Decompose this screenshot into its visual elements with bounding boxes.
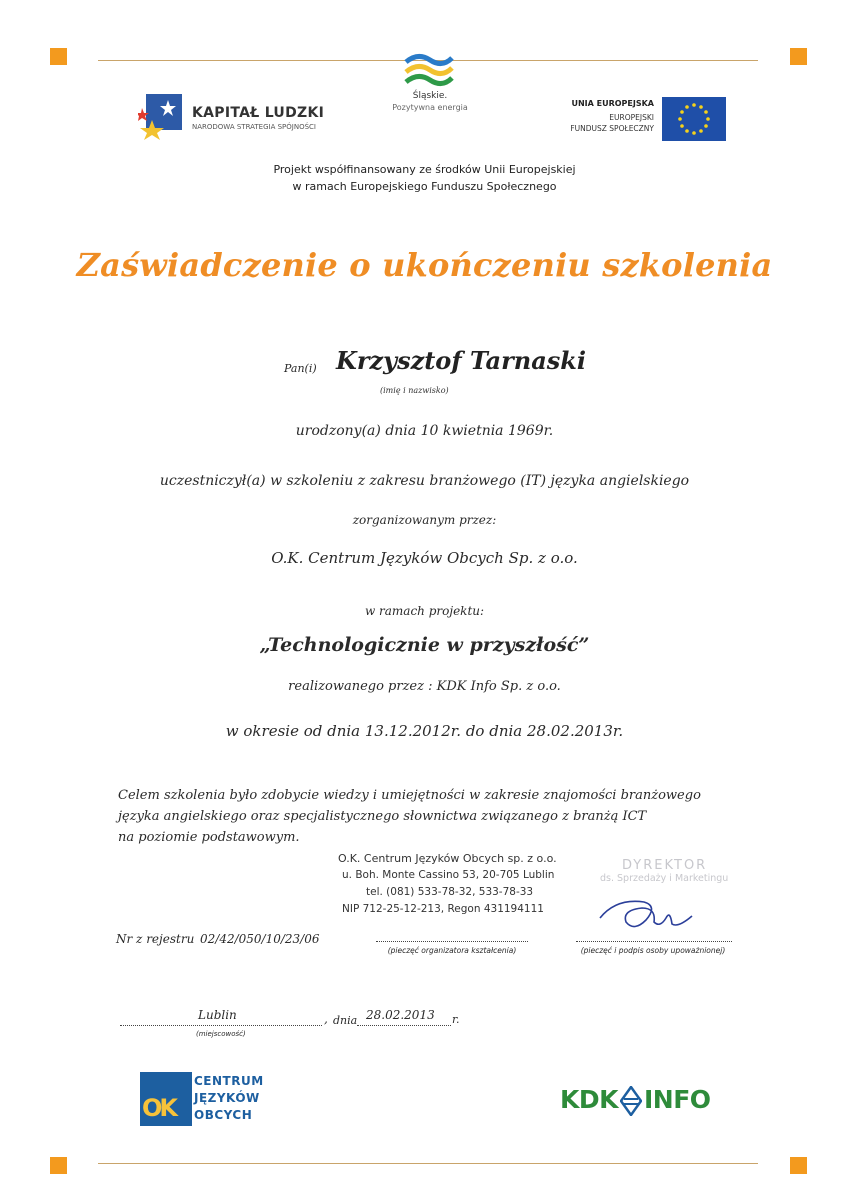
cjo-line3: OBCYCH: [194, 1108, 253, 1122]
eu-flag-icon: [662, 97, 726, 141]
person-name: Krzysztof Tarnaski: [336, 346, 587, 375]
organizer-name: O.K. Centrum Języków Obcych Sp. z o.o.: [271, 549, 578, 567]
signature-image: [596, 888, 706, 938]
date-line: [357, 1025, 451, 1026]
period-line: w okresie od dnia 13.12.2012r. do dnia 28.02.2013r.: [225, 722, 624, 740]
cjo-line1: CENTRUM: [194, 1074, 264, 1088]
kdk-left: KDK: [560, 1085, 618, 1114]
bottom-rule: [98, 1163, 758, 1164]
registry-value: 02/42/050/10/23/06: [200, 932, 320, 946]
organizer-stamp: [338, 850, 578, 918]
place-caption: (miejscowość): [196, 1030, 246, 1038]
corner-bottom-left: [50, 1157, 67, 1174]
realized-by-line: realizowanego przez : KDK Info Sp. z o.o.: [288, 679, 561, 694]
place-line: [120, 1025, 322, 1026]
kdk-info-logo: [560, 1085, 730, 1119]
person-prefix: Pan(i): [284, 362, 317, 375]
cjo-line2: JĘZYKÓW: [194, 1091, 260, 1105]
place-value: Lublin: [198, 1008, 237, 1022]
cofinance-line1: Projekt współfinansowany ze środków Unii Europejskiej: [273, 163, 576, 176]
kapital-ludzki-star-icon: [138, 92, 186, 140]
seal-line: [376, 941, 528, 942]
birth-line: urodzony(a) dnia 10 kwietnia 1969r.: [295, 423, 554, 439]
director-stamp-line2: ds. Sprzedaży i Marketingu: [600, 873, 729, 884]
cjo-logo: [140, 1072, 280, 1128]
kapital-ludzki-title: KAPITAŁ LUDZKI: [192, 105, 325, 121]
director-stamp-line1: DYREKTOR: [622, 858, 708, 873]
signature-caption: (pieczęć i podpis osoby upoważnionej): [580, 946, 726, 955]
ue-title: UNIA EUROPEJSKA: [571, 99, 654, 108]
organized-by-label: zorganizowanym przez:: [352, 513, 497, 527]
date-suffix: r.: [452, 1013, 460, 1026]
cofinance-line2: w ramach Europejskiego Funduszu Społecznego: [292, 180, 557, 193]
slaskie-title: Śląskie.: [412, 91, 448, 101]
registry-label: Nr z rejestru: [116, 932, 195, 946]
ue-line1: EUROPEJSKI: [609, 113, 654, 122]
place-comma: ,: [324, 1012, 328, 1026]
corner-bottom-right: [790, 1157, 807, 1174]
participation-line: uczestniczył(a) w szkoleniu z zakresu branżowego (IT) języka angielskiego: [159, 473, 690, 489]
goal-line2: języka angielskiego oraz specjalistycznego słownictwa związanego z branżą ICT: [118, 809, 647, 824]
kdk-right: INFO: [644, 1085, 711, 1114]
project-name: „Technologicznie w przyszłość”: [259, 634, 590, 656]
slaskie-subtitle: Pozytywna energia: [392, 103, 468, 112]
slaskie-logo: [378, 50, 478, 122]
stamp-line4: NIP 712-25-12-213, Regon 431194111: [342, 903, 544, 915]
cjo-mark: OK: [142, 1094, 175, 1122]
corner-top-left: [50, 48, 67, 65]
project-label: w ramach projektu:: [364, 604, 485, 618]
kapital-ludzki-subtitle: NARODOWA STRATEGIA SPÓJNOŚCI: [192, 123, 316, 131]
ue-logo: [560, 97, 730, 145]
kapital-ludzki-logo: [138, 92, 348, 142]
corner-top-right: [790, 48, 807, 65]
date-value: 28.02.2013: [366, 1008, 435, 1022]
slaskie-waves-icon: [402, 50, 454, 90]
ue-line2: FUNDUSZ SPOŁECZNY: [570, 124, 654, 133]
seal-caption: (pieczęć organizatora kształcenia): [387, 946, 517, 955]
stamp-line1: O.K. Centrum Języków Obcych sp. z o.o.: [338, 852, 557, 865]
goal-line3: na poziomie podstawowym.: [118, 830, 300, 845]
kdk-diamond-icon: [620, 1086, 642, 1116]
date-label: dnia: [333, 1014, 358, 1027]
person-name-caption: (imię i nazwisko): [380, 386, 449, 395]
stamp-line3: tel. (081) 533-78-32, 533-78-33: [366, 886, 534, 898]
stamp-line2: u. Boh. Monte Cassino 53, 20-705 Lublin: [342, 869, 555, 881]
signature-line: [576, 941, 732, 942]
goal-line1: Celem szkolenia było zdobycie wiedzy i umiejętności w zakresie znajomości branżowego: [118, 788, 701, 803]
director-stamp: [600, 858, 760, 884]
certificate-title: Zaświadczenie o ukończeniu szkolenia: [76, 246, 773, 284]
